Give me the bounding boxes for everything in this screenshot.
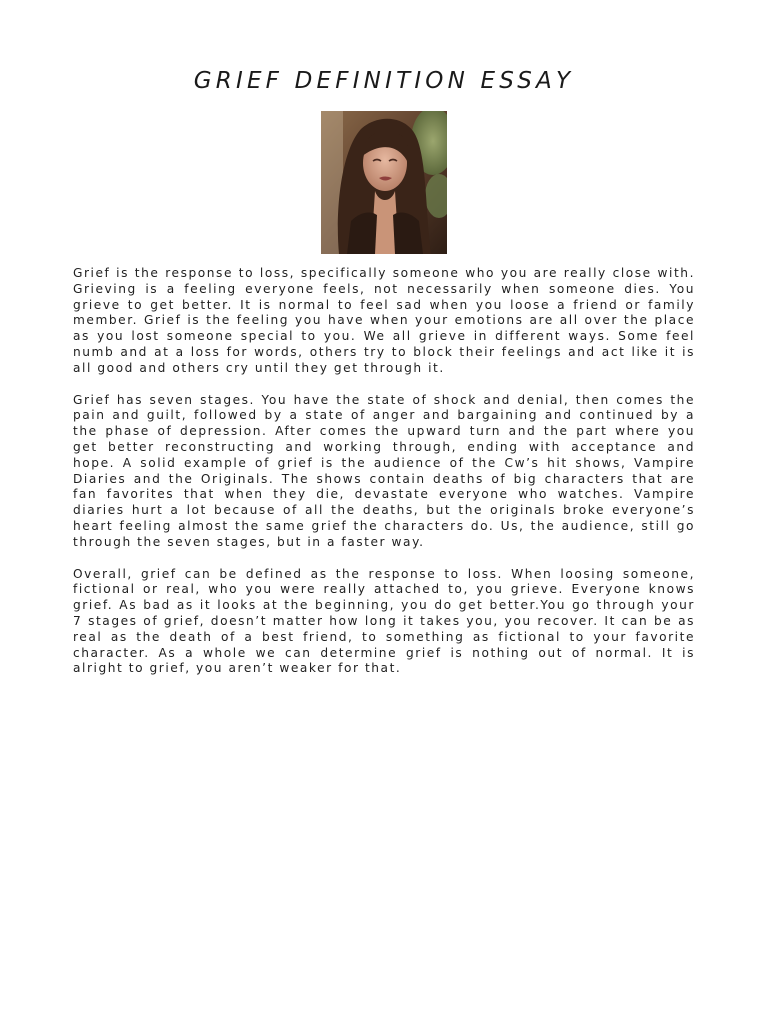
paragraph-2: Grief has seven stages. You have the state of shock and denial, then comes the pain and guilt, followed by a state of anger and bargaining and continued by a the phase of depression. After comes the upward turn and the part where you get better reconstructing and working through, ending with acceptance and hope. A solid example of grief is the audience of the Cw’s hit shows, Vampire Diaries and the Originals. The shows contain deaths of big characters that are fan favorites that when they die, devastate everyone who watches. Vampire diaries hurt a lot because of all the deaths, but the originals broke everyone’s heart feeling almost the same grief the characters do. Us, the audience, still go through the seven stages, but in a faster way. [73,392,695,549]
essay-photo [321,111,447,254]
page-title: GRIEF DEFINITION ESSAY [193,68,575,94]
essay-body [73,266,695,693]
crying-woman-photo-icon [321,111,447,254]
paragraph-1: Grief is the response to loss, specifically someone who you are really close with. Grieving is a feeling everyone feels, not necessarily when someone dies. You grieve to get better. It is normal to feel sad when you loose a friend or family member. Grief is the feeling you have when your emotions are all over the place as you lost someone special to you. We all grieve in different ways. Some feel numb and at a loss for words, others try to block their feelings and act like it is all good and others cry until they get through it. [73,266,695,375]
paragraph-3: Overall, grief can be defined as the response to loss. When loosing someone, fictional or real, who you were really attached to, you grieve. Everyone knows grief. As bad as it looks at the beginning, you do get better.You go through your 7 stages of grief, doesn’t matter how long it takes you, you recover. It can be as real as the death of a best friend, to something as fictional to your favorite character. As a whole we can determine grief is nothing out of normal. It is alright to grief, you aren’t weaker for that. [73,566,695,676]
